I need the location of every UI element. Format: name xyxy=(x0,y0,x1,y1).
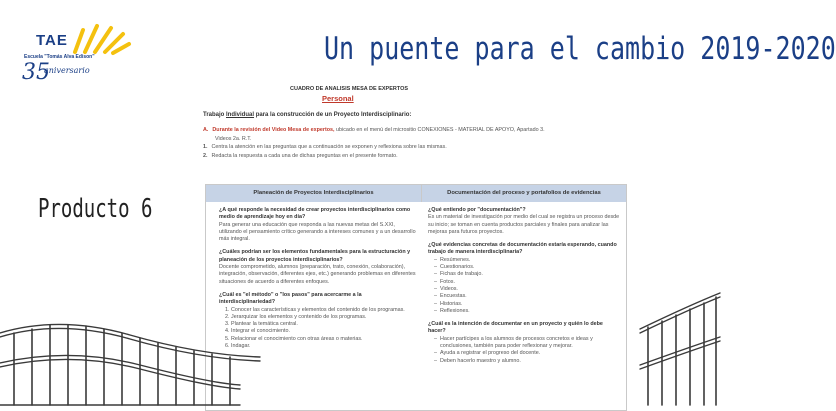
question: ¿A qué responde la necesidad de crear proyectos interdisciplinarios como medio de aprendizaje hoy en día? xyxy=(219,207,411,221)
documentation-column xyxy=(428,207,620,365)
intro-before: Trabajo xyxy=(203,112,227,118)
list-item: 2. Jerarquizar los elementos y contenido de los programas. xyxy=(231,314,417,321)
list-item: 4. Integrar el conocimiento. xyxy=(231,328,417,335)
list-item: – Resúmenes. xyxy=(440,257,620,264)
question: ¿Cuáles podrían ser los elementos fundamentales para la estructuración y planeación de los proyectos interdisciplinarios? xyxy=(219,249,411,263)
question: ¿Qué entiendo por "documentación"? xyxy=(428,207,526,213)
analysis-table xyxy=(205,184,627,411)
list-item: – Deben hacerlo maestro y alumno. xyxy=(440,358,620,365)
document-subheading: Personal xyxy=(322,94,354,103)
list-item: 5. Relacionar el conocimiento con otras áreas o materias. xyxy=(231,336,417,343)
instruction-text: Redacta la respuesta a cada una de dichas preguntas en el presente formato. xyxy=(211,152,398,159)
logo-anniversary-word: aniversario xyxy=(44,66,90,75)
document-heading: CUADRO DE ANALISIS MESA DE EXPERTOS xyxy=(290,86,409,92)
work-intro xyxy=(203,112,411,118)
slide-title: Un puente para el cambio 2019-2020 xyxy=(324,30,836,67)
question: ¿Qué evidencias concretas de documentación estaría esperando, cuando trabajo de manera interdisciplinaria? xyxy=(428,242,617,256)
list-item: – Hacer partícipes a los alumnos de procesos concretos e ideas y conclusiones, también para poder reflexionar y mejorar. xyxy=(440,336,620,351)
school-logo xyxy=(8,10,138,90)
question: ¿Cuál es la intención de documentar en un proyecto y quién lo debe hacer? xyxy=(428,321,603,335)
list-item: – Fichas de trabajo. xyxy=(440,271,620,278)
answer: Docente comprometido, alumnos (preparación, trato, conexión, colaboración), integración, observación, diferentes ejes, etc.) generando problemas en diferentes situaciones de acuerdo a diferentes enfoques. xyxy=(219,264,416,285)
sun-rays-icon xyxy=(71,20,131,56)
instruction-label: 2. xyxy=(203,152,208,159)
logo-anniversary-number: 35 xyxy=(22,60,50,85)
steps-list xyxy=(219,307,417,351)
list-item: – Ayuda a registrar el progreso del docente. xyxy=(440,350,620,357)
intention-list xyxy=(428,336,620,365)
list-item: 6. Indagar. xyxy=(231,343,417,350)
product-label: Producto 6 xyxy=(38,194,153,224)
list-item: – Cuestionarios. xyxy=(440,264,620,271)
table-header-documentation: Documentación del proceso y portafolios de evidencias xyxy=(422,185,626,202)
instructions xyxy=(203,126,639,160)
list-item: – Videos. xyxy=(440,286,620,293)
instruction-text: Centra la atención en las preguntas que a continuación se exponen y reflexiona sobre las mismas. xyxy=(211,144,447,150)
instruction-label: A. xyxy=(203,127,209,133)
list-item: – Encuestas. xyxy=(440,293,620,300)
list-item: – Historias. xyxy=(440,301,620,308)
logo-school-name: Escuela "Tomás Alva Edison" xyxy=(24,54,95,60)
instruction-row xyxy=(203,135,639,144)
instruction-text: Videos 2a. R.T. xyxy=(215,135,252,142)
list-item: 1. Conocer las características y elementos del contenido de los programas. xyxy=(231,307,417,314)
answer: Es un material de investigación por medio del cual se registra un proceso desde su inicio; se toman en cuenta productos parciales y finales para analizar las mejoras para futuros proyectos. xyxy=(428,214,620,235)
instruction-row xyxy=(203,126,639,135)
answer: Para generar una educación que responda a las nuevas metas del S.XXI, utilizando el pensamiento crítico generando a intereses comunes y a un desarrollo más integral. xyxy=(219,221,416,243)
instruction-row xyxy=(203,143,639,152)
instruction-label: 1. xyxy=(203,144,208,150)
question: ¿Cuál es "el método" o "los pasos" para acercarme a la interdisciplinariedad? xyxy=(219,291,362,306)
list-item: – Fotos. xyxy=(440,279,620,286)
intro-after: para la construcción de un Proyecto Interdisciplinario: xyxy=(254,112,412,118)
evidence-list xyxy=(428,257,620,315)
instruction-highlight: Durante la revisión del Video Mesa de expertos, xyxy=(212,127,335,133)
list-item: – Reflexiones. xyxy=(440,308,620,315)
instruction-row xyxy=(203,152,639,161)
instruction-text: ubicado en el menú del micrositio CONEXIONES - MATERIAL DE APOYO, Apartado 3. xyxy=(334,127,545,133)
intro-underlined: Individual xyxy=(226,112,255,118)
planning-column xyxy=(219,207,417,350)
list-item: 3. Plantear la temática central. xyxy=(231,321,417,328)
table-header-planning: Planeación de Proyectos Interdisciplinarios xyxy=(206,185,422,202)
logo-brand: TAE xyxy=(36,32,68,49)
